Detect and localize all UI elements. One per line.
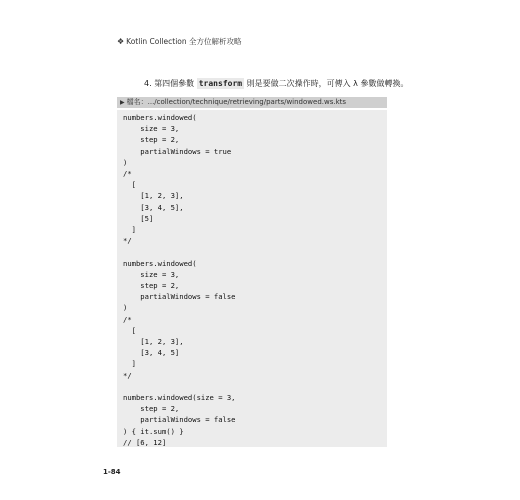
code-line: [1, 2, 3], xyxy=(123,337,184,346)
code-line: */ xyxy=(123,370,132,380)
code-line: [3, 4, 5], xyxy=(123,202,184,212)
code-line: // [6, 12] xyxy=(123,437,167,447)
diamond-icon: ❖ xyxy=(117,37,125,46)
code-line: /* xyxy=(123,314,132,324)
code-line: [5] xyxy=(123,213,154,223)
code-line: size = 3, xyxy=(123,124,180,134)
code-line: step = 2, xyxy=(123,281,180,290)
book-title: Kotlin Collection 全方位解析攻略 xyxy=(126,37,242,46)
code-line: partialWindows = false xyxy=(123,292,236,302)
code-line: numbers.windowed(size = 3, xyxy=(123,393,236,402)
page-number: 1-84 xyxy=(103,468,121,476)
code-line: partialWindows = true xyxy=(123,146,232,156)
code-line: */ xyxy=(123,236,132,246)
item-number: 4. xyxy=(144,79,152,88)
code-line: step = 2, xyxy=(123,135,180,145)
code-line: numbers.windowed( xyxy=(123,258,197,268)
code-line: ] xyxy=(123,359,136,369)
item-text-after: 則是要做二次操作時，可傳入 λ 參數做轉換。 xyxy=(246,79,409,88)
code-line: size = 3, xyxy=(123,269,180,279)
code-block xyxy=(117,110,387,447)
code-line: ] xyxy=(123,225,136,234)
running-header xyxy=(117,36,242,47)
list-item-4 xyxy=(144,78,408,89)
code-line: step = 2, xyxy=(123,404,180,414)
code-line: ) xyxy=(123,157,128,167)
code-line: numbers.windowed( xyxy=(123,113,197,122)
code-line: ) xyxy=(123,303,128,313)
code-line: [1, 2, 3], xyxy=(123,191,184,201)
file-path-label: 檔名：.../collection/technique/retrieving/parts/windowed.ws.kts xyxy=(126,98,347,106)
item-text-before: 第四個參數 xyxy=(154,79,195,88)
play-triangle-icon: ▶ xyxy=(120,99,125,106)
code-line: [3, 4, 5] xyxy=(123,348,180,358)
code-line: partialWindows = false xyxy=(123,415,236,425)
code-line: ) { it.sum() } xyxy=(123,426,184,436)
file-name-bar xyxy=(117,97,387,108)
code-line: /* xyxy=(123,169,132,178)
inline-code: transform xyxy=(198,79,243,88)
code-line: [ xyxy=(123,325,136,335)
code-line: [ xyxy=(123,180,136,190)
